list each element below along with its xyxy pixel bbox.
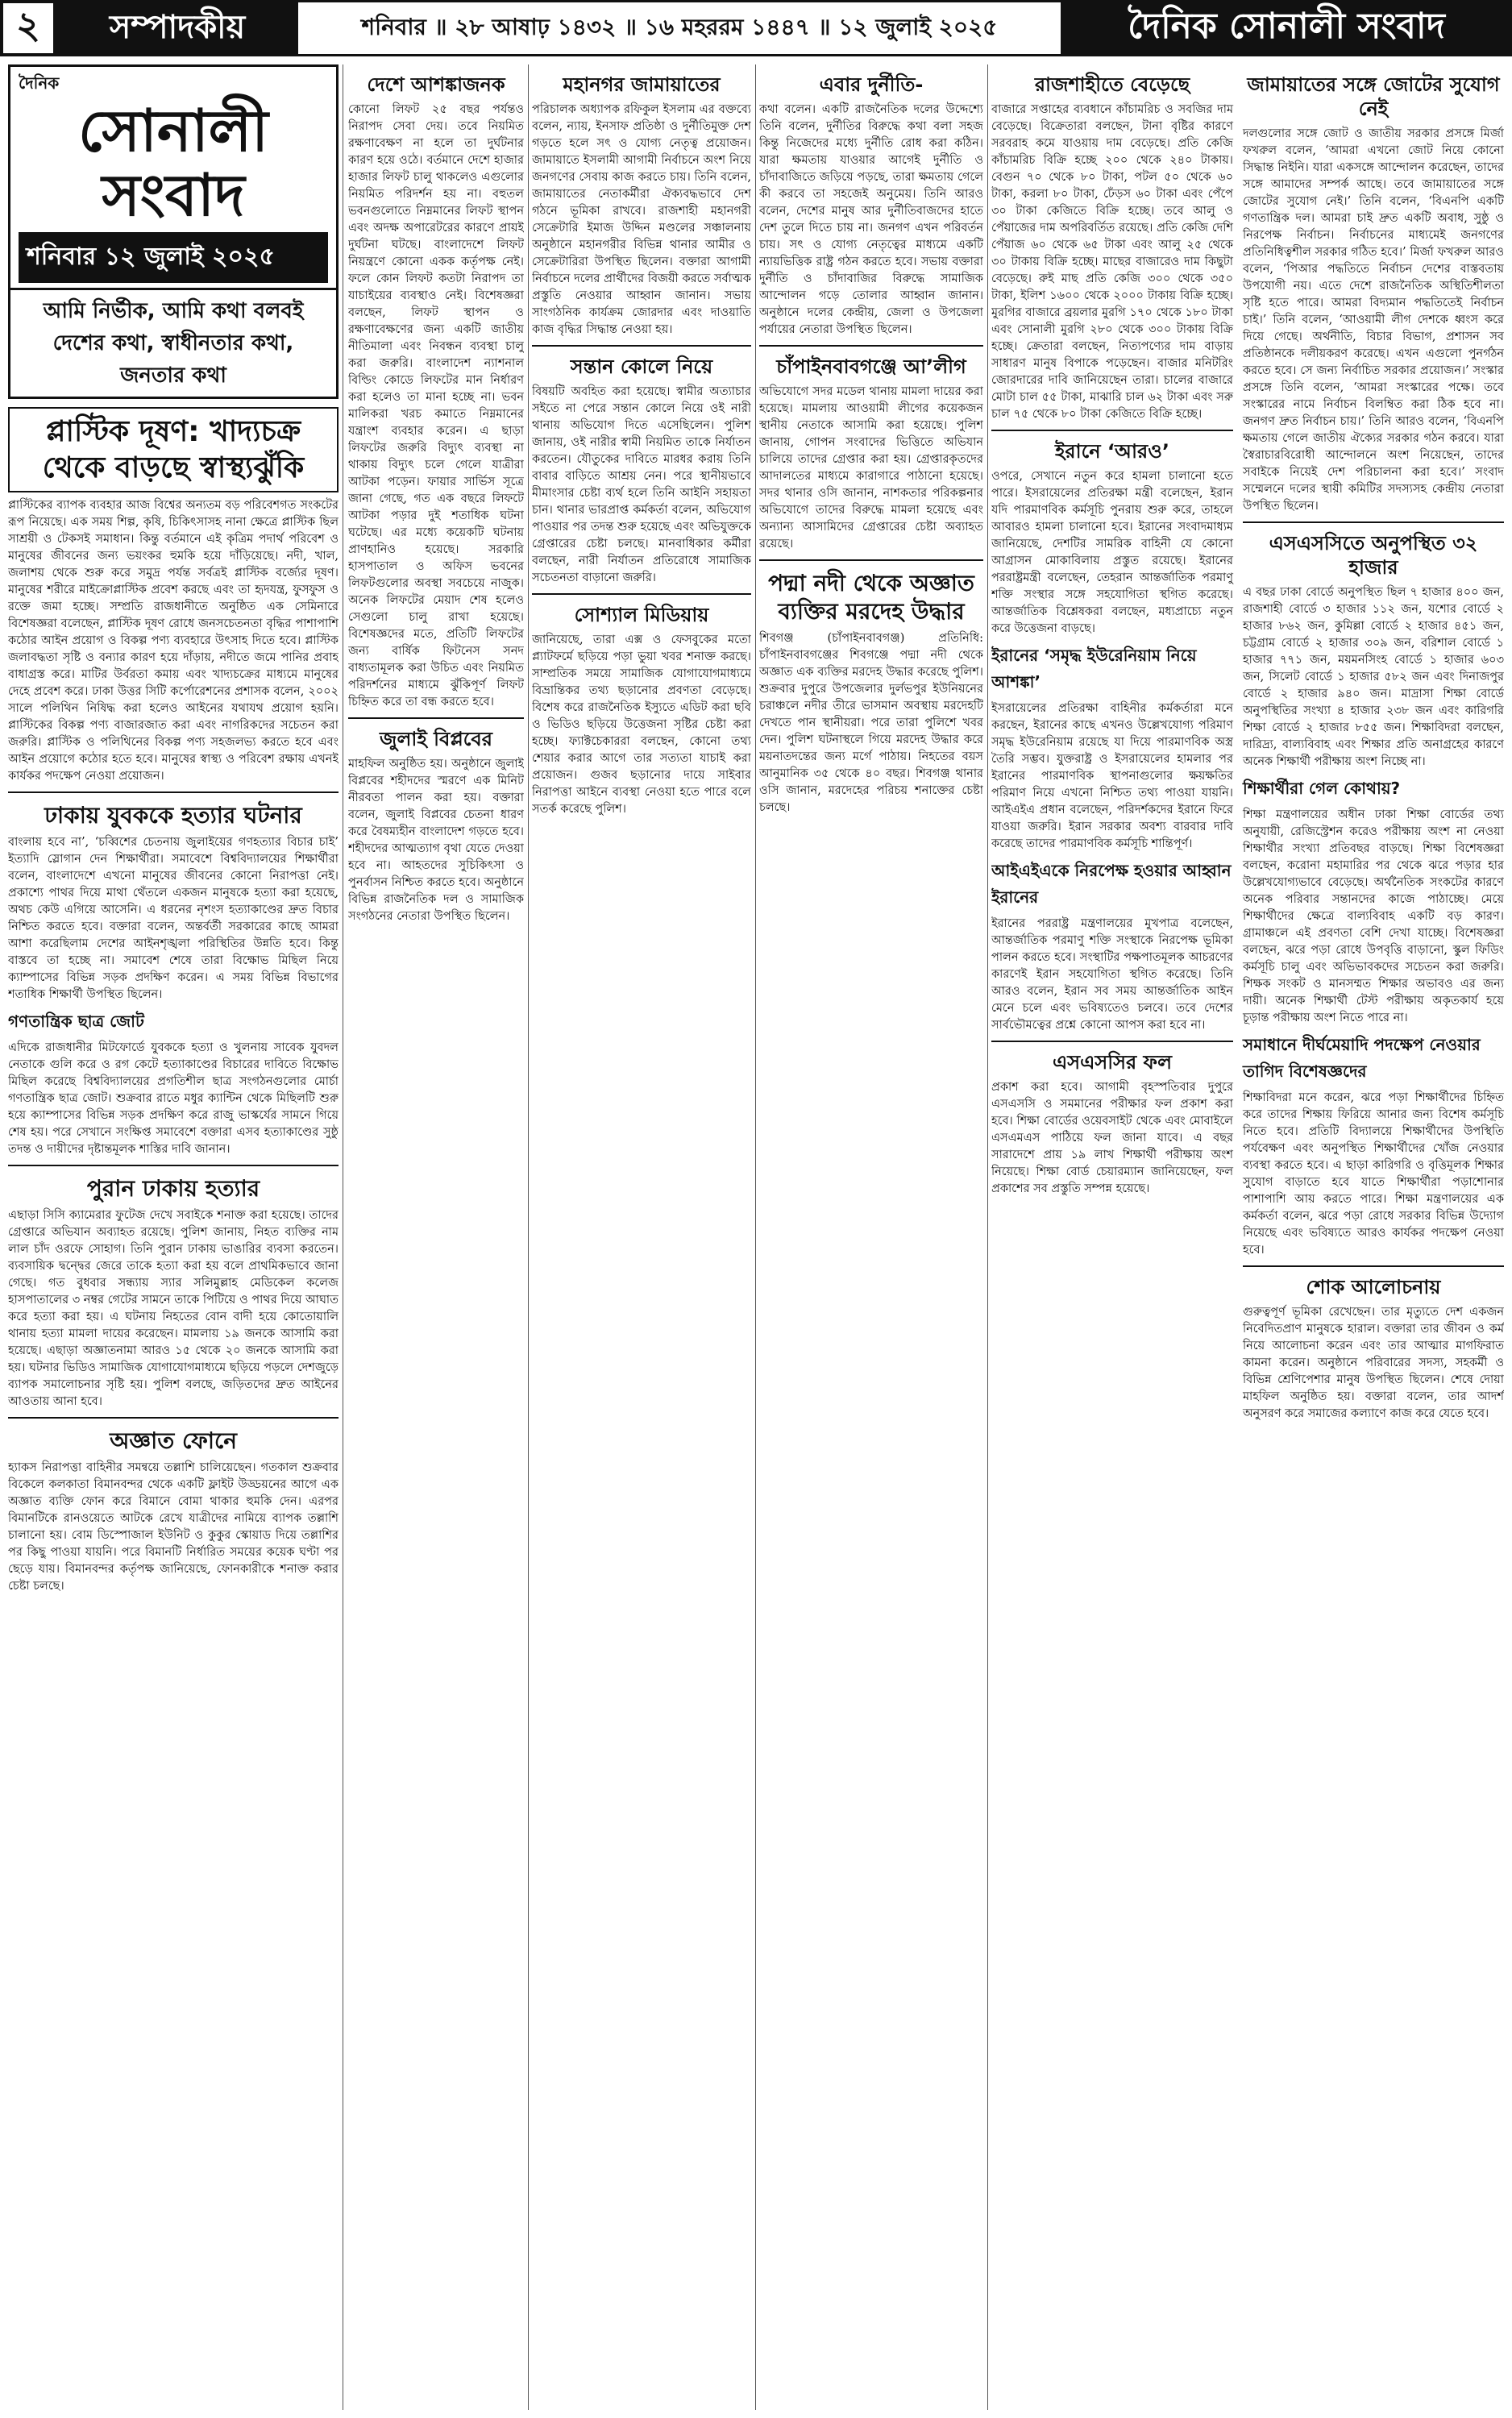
slogan-1: আমি নির্ভীক, আমি কথা বলবই: [43, 299, 304, 323]
headline-lift: দেশে আশঙ্কাজনক: [367, 73, 505, 96]
column-divider: [528, 64, 529, 2410]
headline-jamaat-metro: মহানগর জামায়াতের: [563, 73, 721, 96]
subheadline-long-term: সমাধানে দীর্ঘমেয়াদি পদক্ষেপ নেওয়ার তাগিদ বিশেষজ্ঞদের: [1243, 1035, 1481, 1081]
column-5-right: [1243, 64, 1504, 1429]
editorial-logo: [8, 64, 339, 290]
divider: [991, 1041, 1233, 1042]
article-padma-body: শিবগঞ্জ (চাঁপাইনবাবগঞ্জ) প্রতিনিধি: চাঁপাইনবাবগঞ্জের শিবগঞ্জে পদ্মা নদী থেকে অজ্ঞাত এক ব্যক্তির মরদেহ উদ্ধার করেছে পুলিশ। শুক্রবার দুপুরে উপজেলার দুর্লভপুর ইউনিয়নের চরাঞ্চলে নদীর তীরে ভাসমান অবস্থায় মরদেহটি দেখতে পান স্থানীয়রা। পরে তারা পুলিশে খবর দেন। পুলিশ ঘটনাস্থলে গিয়ে মরদেহ উদ্ধার করে ময়নাতদন্তের জন্য মর্গে পাঠায়। নিহতের বয়স আনুমানিক ৩৫ থেকে ৪০ বছর। শিবগঞ্জ থানার ওসি জানান, মরদেহের পরিচয় শনাক্তের চেষ্টা চলছে।: [759, 632, 983, 814]
divider: [1243, 1265, 1504, 1267]
headline-dhaka-murder: ঢাকায় যুবককে হত্যার ঘটনার: [44, 802, 302, 829]
article-unknown-phone-body: হ্যাকস নিরাপত্তা বাহিনীর সমন্বয়ে তল্লাশি চালিয়েছেন। গতকাল শুক্রবার বিকেলে কলকাতা বিমানবন্দর থেকে একটি ফ্লাইট উড্ডয়নের আগে এক অজ্ঞাত ব্যক্তি ফোন করে বিমানে বোমা থাকার হুমকি দেন। এরপর বিমানটিকে রানওয়েতে আটকে রেখে যাত্রীদের নামিয়ে ব্যাপক তল্লাশি চালানো হয়। বোম ডিস্পোজাল ইউনিট ও কুকুর স্কোয়াড দিয়ে তল্লাশির পর কিছু পাওয়া যায়নি। পরে বিমানটি নির্ধারিত সময়ের কয়েক ঘণ্টা পর ছেড়ে যায়। বিমানবন্দর কর্তৃপক্ষ জানিয়েছে, ফোনকারীকে শনাক্ত করার চেষ্টা চলছে।: [8, 1461, 339, 1593]
column-5: [991, 64, 1504, 2410]
subheadline-dropout: শিক্ষার্থীরা গেল কোথায়?: [1243, 779, 1401, 798]
article-ssc-32k-body: এ বছর ঢাকা বোর্ডে অনুপস্থিত ছিল ৭ হাজার ৪০০ জন, রাজশাহী বোর্ডে ৩ হাজার ১১২ জন, যশোর বোর্ডে ২ হাজার ৮৬২ জন, কুমিল্লা বোর্ডে ২ হাজার ৪৫১ জন, চট্টগ্রাম বোর্ডে ২ হাজার ৩০৯ জন, বরিশাল বোর্ডে ১ হাজার ৭৭১ জন, ময়মনসিংহ বোর্ডে ১ হাজার ৬০৩ জন, সিলেট বোর্ডে ১ হাজার ৫৮২ জন এবং দিনাজপুর বোর্ডে ২ হাজার ৯৪০ জন। মাদ্রাসা শিক্ষা বোর্ডে অনুপস্থিতির সংখ্যা ৪ হাজার ২৩৮ জন এবং কারিগরি শিক্ষা বোর্ডে ২ হাজার ৮৫৫ জন। শিক্ষাবিদরা বলছেন, দারিদ্র্য, বাল্যবিবাহ এবং শিক্ষার প্রতি অনাগ্রহের কারণে অনেক শিক্ষার্থী পরীক্ষায় অংশ নিচ্ছে না।: [1243, 586, 1504, 768]
divider: [348, 717, 524, 719]
article-child-lap-body: বিষয়টি অবহিত করা হয়েছে। স্বামীর অত্যাচার সইতে না পেরে সন্তান কোলে নিয়ে ওই নারী থানায় অভিযোগ দিতে এসেছিলেন। পুলিশ জানায়, ওই নারীর স্বামী নিয়মিত তাকে নির্যাতন করতেন। যৌতুকের দাবিতে মারধর করায় তিনি বাবার বাড়িতে আশ্রয় নেন। পরে স্থানীয়ভাবে মীমাংসার চেষ্টা ব্যর্থ হলে তিনি আইনি সহায়তা চান। থানার ভারপ্রাপ্ত কর্মকর্তা বলেন, অভিযোগ পাওয়ার পর তদন্ত শুরু হয়েছে এবং অভিযুক্তকে গ্রেপ্তারের চেষ্টা চলছে। মানবাধিকার কর্মীরা বলছেন, নারী নির্যাতন প্রতিরোধে সামাজিক সচেতনতা বাড়ানো জরুরি।: [532, 385, 751, 584]
headline-ssc-32k: এসএসসিতে অনুপস্থিত ৩২ হাজার: [1269, 532, 1478, 579]
divider: [1243, 521, 1504, 523]
article-iaea-body: ইরানের পররাষ্ট্র মন্ত্রণালয়ের মুখপাত্র বলেছেন, আন্তর্জাতিক পরমাণু শক্তি সংস্থাকে নিরপেক্ষ ভূমিকা পালন করতে হবে। সংস্থাটির পক্ষপাতমূলক আচরণের কারণেই ইরান সহযোগিতা স্থগিত করেছে। তিনি আরও বলেন, ইরান সব সময় আন্তর্জাতিক আইন মেনে চলে এবং ভবিষ্যতেও চলবে। তবে দেশের সার্বভৌমত্বের প্রশ্নে কোনো আপস করা হবে না।: [991, 917, 1233, 1032]
article-dhaka-murder-body: বাংলায় হবে না’, ‘চব্বিশের চেতনায় জুলাইয়ের গণহত্যার বিচার চাই’ ইত্যাদি স্লোগান দেন শিক্ষার্থীরা। সমাবেশে বিশ্ববিদ্যালয়ের শিক্ষার্থীরা বলেন, বাংলাদেশে এখনো মানুষের জীবনের কোনো নিরাপত্তা নেই। প্রকাশ্যে পাথর দিয়ে মাথা থেঁতলে একজন মানুষকে হত্যা করা হয়েছে, অথচ কেউ এগিয়ে আসেনি। এ ধরনের নৃশংস হত্যাকাণ্ডের দ্রুত বিচার নিশ্চিত করতে হবে। বক্তারা বলেন, অন্তর্বর্তী সরকারের কাছে আমরা আশা করেছিলাম দেশের আইনশৃঙ্খলা পরিস্থিতির উন্নতি হবে। কিন্তু বাস্তবে তা হচ্ছে না। সমাবেশ শেষে তারা বিক্ষোভ মিছিল নিয়ে ক্যাম্পাসের বিভিন্ন সড়ক প্রদক্ষিণ করেন। এ সময় বিভিন্ন বিভাগের শতাধিক শিক্ষার্থী উপস্থিত ছিলেন।: [8, 836, 339, 1001]
divider: [8, 1417, 339, 1419]
divider: [8, 791, 339, 793]
article-july-body: মাহফিল অনুষ্ঠিত হয়। অনুষ্ঠানে জুলাই বিপ্লবের শহীদদের স্মরণে এক মিনিট নীরবতা পালন করা হয়। বক্তারা বলেন, জুলাই বিপ্লবের চেতনা ধারণ করে বৈষম্যহীন বাংলাদেশ গড়তে হবে। শহীদদের আত্মত্যাগ বৃথা যেতে দেওয়া হবে না। আহতদের সুচিকিৎসা ও পুনর্বাসন নিশ্চিত করতে হবে। অনুষ্ঠানে বিভিন্ন রাজনৈতিক দল ও সামাজিক সংগঠনের নেতারা উপস্থিত ছিলেন।: [348, 758, 524, 923]
article-student-alliance-body: এদিকে রাজধানীর মিটফোর্ডে যুবককে হত্যা ও খুলনায় সাবেক যুবদল নেতাকে গুলি করে ও রগ কেটে হত্যাকাণ্ডের বিচারের দাবিতে বিক্ষোভ মিছিল করেছে বিশ্ববিদ্যালয়ের প্রগতিশীল ছাত্র সংগঠনগুলোর মোর্চা গণতান্ত্রিক ছাত্র জোট। শুক্রবার রাতে মধুর ক্যান্টিন থেকে মিছিলটি শুরু হয়ে ক্যাম্পাসের বিভিন্ন সড়ক প্রদক্ষিণ করে রাজু ভাস্কর্যের সামনে গিয়ে শেষ হয়। পরে সেখানে সংক্ষিপ্ত সমাবেশে বক্তারা এসব হত্যাকাণ্ডের সুষ্ঠু তদন্ত ও দায়ীদের দৃষ্টান্তমূলক শাস্তির দাবি জানান।: [8, 1041, 339, 1156]
article-old-dhaka-body: এছাড়া সিসি ক্যামেরার ফুটেজ দেখে সবাইকে শনাক্ত করা হয়েছে। তাদের গ্রেপ্তারে অভিযান অব্যাহত রয়েছে। পুলিশ জানায়, নিহত ব্যক্তির নাম লাল চাঁদ ওরফে সোহাগ। তিনি পুরান ঢাকায় ভাঙারির ব্যবসা করতেন। ব্যবসায়িক দ্বন্দ্বের জেরে তাকে হত্যা করা হয় বলে প্রাথমিকভাবে জানা গেছে। গত বুধবার সন্ধ্যায় স্যার সলিমুল্লাহ মেডিকেল কলেজ হাসপাতালের ৩ নম্বর গেটের সামনে তাকে পিটিয়ে ও পাথর দিয়ে আঘাত করে হত্যা করা হয়। এ ঘটনায় নিহতের বোন বাদী হয়ে কোতোয়ালি থানায় হত্যা মামলা দায়ের করেছেন। মামলায় ১৯ জনকে আসামি করা হয়েছে। এছাড়া অজ্ঞাতনামা আরও ১৫ থেকে ২০ জনকে আসামি করা হয়। ঘটনার ভিডিও সামাজিক যোগাযোগমাধ্যমে ছড়িয়ে পড়লে দেশজুড়ে ব্যাপক সমালোচনার সৃষ্টি হয়। পুলিশ বলছে, জড়িতদের দ্রুত আইনের আওতায় আনা হবে।: [8, 1209, 339, 1408]
headline-corruption: এবার দুর্নীতি-: [819, 73, 924, 96]
article-ssc-body: প্রকাশ করা হবে। আগামী বৃহস্পতিবার দুপুরে এসএসসি ও সমমানের পরীক্ষার ফল প্রকাশ করা হবে। শিক্ষা বোর্ডের ওয়েবসাইট থেকে এবং মোবাইলে এসএমএস পাঠিয়ে ফল জানা যাবে। এ বছর সারাদেশে প্রায় ১৯ লাখ শিক্ষার্থী পরীক্ষায় অংশ নিয়েছে। শিক্ষা বোর্ড চেয়ারম্যান জানিয়েছেন, ফল প্রকাশের সব প্রস্তুতি সম্পন্ন হয়েছে।: [991, 1081, 1233, 1195]
logo-small-text: দৈনিক: [19, 73, 60, 93]
headline-mourning: শোক আলোচনায়: [1306, 1276, 1441, 1298]
article-rajshahi-body: বাজারে সপ্তাহের ব্যবধানে কাঁচামরিচ ও সবজির দাম বেড়েছে। বিক্রেতারা বলছেন, টানা বৃষ্টির কারণে সরবরাহ কমে যাওয়ায় দাম বেড়েছে। প্রতি কেজি কাঁচামরিচ বিক্রি হচ্ছে ২০০ থেকে ২৪০ টাকায়। বেগুন ৭০ থেকে ৮০ টাকা, পটল ৫০ থেকে ৬০ টাকা, করলা ৮০ টাকা, ঢেঁড়স ৬০ টাকা এবং পেঁপে ৩০ টাকা কেজিতে বিক্রি হচ্ছে। তবে আলু ও পেঁয়াজের দাম অপরিবর্তিত রয়েছে। প্রতি কেজি দেশি পেঁয়াজ ৬০ থেকে ৬৫ টাকা এবং আলু ২৫ থেকে ৩০ টাকায় বিক্রি হচ্ছে। মাছের বাজারেও দাম কিছুটা বেড়েছে। রুই মাছ প্রতি কেজি ৩০০ থেকে ৩৫০ টাকা, ইলিশ ১৬০০ থেকে ২০০০ টাকায় বিক্রি হচ্ছে। মুরগির বাজারে ব্রয়লার মুরগি ১৭০ থেকে ১৮০ টাকা এবং সোনালী মুরগি ২৮০ থেকে ৩০০ টাকায় বিক্রি হচ্ছে। ক্রেতারা বলছেন, নিত্যপণ্যের দাম বাড়ায় সাধারণ মানুষ বিপাকে পড়েছেন। বাজার মনিটরিং জোরদারের দাবি জানিয়েছেন তারা। চালের বাজারে মোটা চাল ৫৫ টাকা, মাঝারি চাল ৬২ টাকা এবং সরু চাল ৭৫ থেকে ৮০ টাকা কেজিতে বিক্রি হচ্ছে।: [991, 103, 1233, 421]
article-social-media-body: জানিয়েছে, তারা এক্স ও ফেসবুকের মতো প্ল্যাটফর্মে ছড়িয়ে পড়া ভুয়া খবর শনাক্ত করছে। সাম্প্রতিক সময়ে সামাজিক যোগাযোগমাধ্যমে বিভ্রান্তিকর তথ্য ছড়ানোর প্রবণতা বেড়েছে। বিশেষ করে রাজনৈতিক ইস্যুতে এডিট করা ছবি ও ভিডিও ছড়িয়ে উত্তেজনা সৃষ্টির চেষ্টা করা হচ্ছে। ফ্যাক্টচেকাররা বলছেন, কোনো তথ্য শেয়ার করার আগে তার সত্যতা যাচাই করা প্রয়োজন। গুজব ছড়ানোর দায়ে সাইবার নিরাপত্তা আইনে ব্যবস্থা নেওয়া হতে পারে বলে সতর্ক করেছে পুলিশ।: [532, 634, 751, 816]
headline-social-media: সোশ্যাল মিডিয়ায়: [574, 604, 709, 626]
section-name: সম্পাদকীয়: [56, 0, 298, 56]
subheadline-iran-uranium: ইরানের ‘সমৃদ্ধ ইউরেনিয়াম নিয়ে আশঙ্কা’: [991, 646, 1197, 692]
headline-plastic: প্লাস্টিক দূষণ: খাদ্যচক্র থেকে বাড়ছে স্বাস্থ্যঝুঁকি: [8, 407, 339, 492]
article-long-term-body: শিক্ষাবিদরা মনে করেন, ঝরে পড়া শিক্ষার্থীদের চিহ্নিত করে তাদের শিক্ষায় ফিরিয়ে আনার জন্য বিশেষ কর্মসূচি নিতে হবে। প্রতিটি বিদ্যালয়ে শিক্ষার্থীদের উপস্থিতি পর্যবেক্ষণ এবং অনুপস্থিত শিক্ষার্থীদের খোঁজ নেওয়ার ব্যবস্থা করতে হবে। এ ছাড়া কারিগরি ও বৃত্তিমূলক শিক্ষার সুযোগ বাড়াতে হবে যাতে শিক্ষার্থীরা পড়াশোনার পাশাপাশি আয় করতে পারে। শিক্ষা মন্ত্রণালয়ের এক কর্মকর্তা বলেন, ঝরে পড়া রোধে সরকার বিভিন্ন উদ্যোগ নিয়েছে এবং ভবিষ্যতে আরও কার্যকর পদক্ষেপ নেওয়া হবে।: [1243, 1091, 1504, 1257]
headline-jamaat-alliance: জামায়াতের সঙ্গে জোটের সুযোগ নেই: [1247, 73, 1500, 120]
column-1: [8, 64, 339, 2410]
column-4: [759, 64, 983, 2410]
headline-padma: পদ্মা নদী থেকে অজ্ঞাত ব্যক্তির মরদেহ উদ্ধার: [768, 570, 974, 625]
headline-iran: ইরানে ‘আরও’: [1054, 440, 1170, 463]
divider: [759, 559, 983, 561]
article-iran-uranium-body: ইসরায়েলের প্রতিরক্ষা বাহিনীর কর্মকর্তারা মনে করছেন, ইরানের কাছে এখনও উল্লেখযোগ্য পরিমাণ সমৃদ্ধ ইউরেনিয়াম রয়েছে যা দিয়ে পারমাণবিক অস্ত্র তৈরি সম্ভব। যুক্তরাষ্ট্র ও ইসরায়েলের হামলার পর ইরানের পারমাণবিক স্থাপনাগুলোর ক্ষয়ক্ষতির পরিমাণ নিয়ে এখনো নিশ্চিত তথ্য পাওয়া যায়নি। আইএইএ প্রধান বলেছেন, পরিদর্শকদের ইরানে ফিরে যাওয়া জরুরি। ইরান সরকার অবশ্য বারবার দাবি করেছে তাদের পারমাণবিক কর্মসূচি শান্তিপূর্ণ।: [991, 702, 1233, 850]
headline-old-dhaka: পুরান ঢাকায় হত্যার: [86, 1175, 260, 1202]
slogan-2: দেশের কথা, স্বাধীনতার কথা, জনতার কথা: [52, 331, 294, 388]
logo-date: শনিবার ১২ জুলাই ২০২৫: [19, 232, 328, 283]
page-number: ২: [0, 0, 56, 56]
column-2: [348, 64, 524, 2410]
headline-unknown-phone: অজ্ঞাত ফোনে: [110, 1427, 237, 1454]
dateline: শনিবার ॥ ২৮ আষাঢ় ১৪৩২ ॥ ১৬ মহররম ১৪৪৭ ॥ ১২ জুলাই ২০২৫: [298, 0, 1061, 56]
divider: [759, 345, 983, 347]
headline-chapai: চাঁপাইনবাবগঞ্জে আ’লীগ: [776, 355, 966, 378]
divider: [991, 430, 1233, 431]
article-lift-body: কোনো লিফট ২৫ বছর পর্যন্তও নিরাপদ সেবা দেয়। তবে নিয়মিত রক্ষণাবেক্ষণ না হলে তা দুর্ঘটনার কারণ হয়ে ওঠে। বর্তমানে দেশে হাজার হাজার লিফট চালু থাকলেও এগুলোর নিয়মিত পরিদর্শন হয় না। বহুতল ভবনগুলোতে নিম্নমানের লিফট স্থাপন এবং অদক্ষ অপারেটরের কারণে প্রায়ই দুর্ঘটনা ঘটছে। বাংলাদেশে লিফট নিয়ন্ত্রণে কোনো একক কর্তৃপক্ষ নেই। ফলে কোন লিফট কতটা নিরাপদ তা যাচাইয়ের ব্যবস্থাও নেই। বিশেষজ্ঞরা বলছেন, লিফট স্থাপন ও রক্ষণাবেক্ষণের জন্য একটি জাতীয় নীতিমালা এবং নিবন্ধন ব্যবস্থা চালু করা জরুরি। বাংলাদেশ ন্যাশনাল বিল্ডিং কোডে লিফটের মান নির্ধারণ করা হলেও তা মানা হচ্ছে না। ভবন মালিকরা খরচ কমাতে নিম্নমানের যন্ত্রাংশ ব্যবহার করেন। এ ছাড়া লিফটের জরুরি বিদ্যুৎ ব্যবস্থা না থাকায় বিদ্যুৎ চলে গেলে যাত্রীরা আটকা পড়েন। ফায়ার সার্ভিস সূত্রে জানা গেছে, গত এক বছরে লিফটে আটকা পড়ার দুই শতাধিক ঘটনা ঘটেছে। এর মধ্যে কয়েকটি ঘটনায় প্রাণহানিও হয়েছে। সরকারি হাসপাতাল ও অফিস ভবনের লিফটগুলোর অবস্থা সবচেয়ে নাজুক। অনেক লিফটের মেয়াদ শেষ হলেও সেগুলো চালু রাখা হয়েছে। বিশেষজ্ঞদের মতে, প্রতিটি লিফটের জন্য বার্ষিক ফিটনেস সনদ বাধ্যতামূলক করা উচিত এবং নিয়মিত পরিদর্শনের মাধ্যমে ঝুঁকিপূর্ণ লিফট চিহ্নিত করে তা বন্ধ করতে হবে।: [348, 103, 524, 708]
headline-child-lap: সন্তান কোলে নিয়ে: [570, 355, 713, 378]
headline-ssc: এসএসসির ফল: [1053, 1051, 1172, 1074]
logo-title: সোনালী সংবাদ: [78, 97, 268, 229]
divider: [532, 345, 751, 347]
article-dropout-body: শিক্ষা মন্ত্রণালয়ের অধীন ঢাকা শিক্ষা বোর্ডের তথ্য অনুযায়ী, রেজিস্ট্রেশন করেও পরীক্ষায় অংশ না নেওয়া শিক্ষার্থীর সংখ্যা প্রতিবছর বাড়ছে। শিক্ষা বিশেষজ্ঞরা বলছেন, করোনা মহামারির পর থেকে ঝরে পড়ার হার উল্লেখযোগ্যভাবে বেড়েছে। অর্থনৈতিক সংকটের কারণে অনেক পরিবার সন্তানদের কাজে পাঠাচ্ছে। মেয়ে শিক্ষার্থীদের ক্ষেত্রে বাল্যবিবাহ একটি বড় কারণ। গ্রামাঞ্চলে এই প্রবণতা বেশি দেখা যাচ্ছে। বিশেষজ্ঞরা বলছেন, ঝরে পড়া রোধে উপবৃত্তি বাড়ানো, স্কুল ফিডিং কর্মসূচি চালু এবং অভিভাবকদের সচেতন করা জরুরি। শিক্ষক সংকট ও মানসম্মত শিক্ষার অভাবও এর জন্য দায়ী। অনেক শিক্ষার্থী টেস্ট পরীক্ষায় অকৃতকার্য হয়ে চূড়ান্ত পরীক্ষায় অংশ নিতে পারে না।: [1243, 808, 1504, 1024]
article-jamaat-alliance-body: দলগুলোর সঙ্গে জোট ও জাতীয় সরকার প্রসঙ্গে মির্জা ফখরুল বলেন, ‘আমরা এখনো জোট নিয়ে কোনো সিদ্ধান্ত নিইনি। যারা একসঙ্গে আন্দোলন করেছেন, তাদের সঙ্গে আমাদের সম্পর্ক আছে। তবে জামায়াতের সঙ্গে জোটের সুযোগ নেই।’ তিনি বলেন, ‘বিএনপি একটি গণতান্ত্রিক দল। আমরা চাই দ্রুত একটি অবাধ, সুষ্ঠু ও নিরপেক্ষ নির্বাচন। নির্বাচনের মাধ্যমেই জনগণের প্রতিনিধিত্বশীল সরকার গঠিত হবে।’ মির্জা ফখরুল আরও বলেন, ‘পিআর পদ্ধতিতে নির্বাচন দেশের বাস্তবতায় উপযোগী নয়। এতে দেশে রাজনৈতিক অস্থিতিশীলতা সৃষ্টি হতে পারে। আমরা বিদ্যমান পদ্ধতিতেই নির্বাচন চাই।’ তিনি বলেন, ‘আওয়ামী লীগ দেশকে ধ্বংস করে দিয়ে গেছে। অর্থনীতি, বিচার বিভাগ, প্রশাসন সব প্রতিষ্ঠানকে দলীয়করণ করেছে। এখন এগুলো পুনর্গঠন করতে হবে। সে জন্য নির্বাচিত সরকার প্রয়োজন।’ সংস্কার প্রসঙ্গে তিনি বলেন, ‘আমরা সংস্কারের পক্ষে। তবে সংস্কারের নামে নির্বাচন বিলম্বিত করা ঠিক হবে না। জনগণ দ্রুত নির্বাচন চায়।’ তিনি আরও বলেন, ‘বিএনপি ক্ষমতায় গেলে জাতীয় ঐক্যের সরকার গঠন করবে। যারা স্বৈরাচারবিরোধী আন্দোলনে অংশ নিয়েছেন, তাদের সবাইকে নিয়েই দেশ পরিচালনা করা হবে।’ সংবাদ সম্মেলনে দলের স্থায়ী কমিটির সদস্যসহ কেন্দ্রীয় নেতারা উপস্থিত ছিলেন।: [1243, 127, 1504, 513]
column-divider: [987, 64, 988, 2410]
headline-rajshahi: রাজশাহীতে বেড়েছে: [1034, 73, 1190, 96]
column-5-left: [991, 64, 1233, 1429]
subheadline-student-alliance: গণতান্ত্রিক ছাত্র জোট: [8, 1012, 144, 1031]
column-5-top: [991, 64, 1504, 1429]
article-chapai-body: অভিযোগে সদর মডেল থানায় মামলা দায়ের করা হয়েছে। মামলায় আওয়ামী লীগের কয়েকজন স্থানীয় নেতাকে আসামি করা হয়েছে। পুলিশ জানায়, গোপন সংবাদের ভিত্তিতে অভিযান চালিয়ে তাদের গ্রেপ্তার করা হয়। গ্রেপ্তারকৃতদের আদালতের মাধ্যমে কারাগারে পাঠানো হয়েছে। সদর থানার ওসি জানান, নাশকতার পরিকল্পনার অভিযোগে তাদের বিরুদ্ধে মামলা হয়েছে এবং অন্যান্য আসামিদের গ্রেপ্তারের চেষ্টা অব্যাহত রয়েছে।: [759, 385, 983, 550]
slogan-box: [8, 290, 339, 399]
article-jamaat-metro-body: পরিচালক অধ্যাপক রফিকুল ইসলাম এর বক্তব্যে বলেন, ন্যায়, ইনসাফ প্রতিষ্ঠা ও দুর্নীতিমুক্ত দেশ গড়তে হলে সৎ ও যোগ্য নেতৃত্ব প্রয়োজন। জামায়াতে ইসলামী আগামী নির্বাচনে অংশ নিয়ে জনগণের সেবায় কাজ করতে চায়। তিনি বলেন, জামায়াতের নেতাকর্মীরা ঐক্যবদ্ধভাবে দেশ গঠনে ভূমিকা রাখবে। রাজশাহী মহানগরী সেক্রেটারি ইমাজ উদ্দিন মণ্ডলের সঞ্চালনায় অনুষ্ঠানে মহানগরীর বিভিন্ন থানার আমীর ও সেক্রেটারিরা উপস্থিত ছিলেন। বক্তারা আগামী নির্বাচনে দলের প্রার্থীদের বিজয়ী করতে সর্বাত্মক প্রস্তুতি নেওয়ার আহ্বান জানান। সভায় সাংগঠনিক কার্যক্রম জোরদার এবং দাওয়াতি কাজ বৃদ্ধির সিদ্ধান্ত নেওয়া হয়।: [532, 103, 751, 336]
divider: [532, 593, 751, 595]
subheadline-iaea: আইএইএকে নিরপেক্ষ হওয়ার আহ্বান ইরানের: [991, 861, 1232, 907]
column-3: [532, 64, 751, 2410]
divider: [8, 1165, 339, 1166]
article-corruption-body: কথা বলেন। একটি রাজনৈতিক দলের উদ্দেশ্যে তিনি বলেন, দুর্নীতির বিরুদ্ধে কথা বলা সহজ কিন্তু নিজেদের মধ্যে দুর্নীতি রোধ করা কঠিন। যারা ক্ষমতায় যাওয়ার আগেই দুর্নীতি ও চাঁদাবাজিতে জড়িয়ে পড়ছে, তারা ক্ষমতায় গেলে কী করবে তা সহজেই অনুমেয়। তিনি আরও বলেন, দেশের মানুষ আর দুর্নীতিবাজদের হাতে দেশ তুলে দিতে চায় না। জনগণ এখন পরিবর্তন চায়। সৎ ও যোগ্য নেতৃত্বের মাধ্যমে একটি ন্যায়ভিত্তিক রাষ্ট্র গঠন করতে হবে। সভায় বক্তারা দুর্নীতি ও চাঁদাবাজির বিরুদ্ধে সামাজিক আন্দোলন গড়ে তোলার আহ্বান জানান। অনুষ্ঠানে দলের কেন্দ্রীয়, জেলা ও উপজেলা পর্যায়ের নেতারা উপস্থিত ছিলেন।: [759, 103, 983, 336]
column-divider: [755, 64, 756, 2410]
article-plastic-body: প্লাস্টিকের ব্যাপক ব্যবহার আজ বিশ্বের অন্যতম বড় পরিবেশগত সংকটের রূপ নিয়েছে। এক সময় শিল্প, কৃষি, চিকিৎসাসহ নানা ক্ষেত্রে প্লাস্টিক ছিল সাশ্রয়ী ও টেকসই সমাধান। কিন্তু বর্তমানে এই কৃত্রিম পদার্থ পরিবেশ ও মানুষের জীবনের জন্য ভয়ংকর হুমকি হয়ে দাঁড়িয়েছে। নদী, খাল, জলাশয় থেকে শুরু করে সমুদ্র পর্যন্ত সর্বত্রই প্লাস্টিক বর্জ্যের দূষণ। মানুষের শরীরে মাইক্রোপ্লাস্টিক প্রবেশ করছে এবং তা হৃদযন্ত্র, ফুসফুস ও রক্তে জমা হচ্ছে। সম্প্রতি রাজধানীতে অনুষ্ঠিত এক সেমিনারে বিশেষজ্ঞরা বলেছেন, প্লাস্টিক দূষণ রোধে জনসচেতনতা বৃদ্ধির পাশাপাশি কঠোর আইন প্রয়োগ ও বিকল্প পণ্য ব্যবহারে উৎসাহ দিতে হবে। প্লাস্টিক জলাবদ্ধতা সৃষ্টি ও বন্যার কারণ হয়ে দাঁড়ায়, নদীতে জমে পানির প্রবাহ বাধাগ্রস্ত করে। মাটির উর্বরতা কমায় এবং খাদ্যচক্রের মাধ্যমে মানুষের দেহে প্রবেশ করে। ঢাকা উত্তর সিটি কর্পোরেশনের প্রশাসক বলেন, ২০০২ সালে পলিথিন নিষিদ্ধ করা হলেও আইনের যথাযথ প্রয়োগ হয়নি। প্লাস্টিকের বিকল্প পণ্য বাজারজাত করা এবং নাগরিকদের সচেতন করা জরুরি। প্লাস্টিক ও পলিথিনের বিকল্প পণ্য সহজলভ্য করতে হবে এবং আইন প্রয়োগে কঠোর হতে হবে। মানুষের স্বাস্থ্য ও পরিবেশ রক্ষায় এখনই কার্যকর পদক্ষেপ নেওয়া প্রয়োজন।: [8, 499, 339, 783]
article-mourning-body: গুরুত্বপূর্ণ ভূমিকা রেখেছেন। তার মৃত্যুতে দেশ একজন নিবেদিতপ্রাণ মানুষকে হারাল। বক্তারা তার জীবন ও কর্ম নিয়ে আলোচনা করেন এবং তার আত্মার মাগফিরাত কামনা করেন। অনুষ্ঠানে পরিবারের সদস্য, সহকর্মী ও বিভিন্ন শ্রেণিপেশার মানুষ উপস্থিত ছিলেন। শেষে দোয়া মাহফিল অনুষ্ঠিত হয়। বক্তারা বলেন, তার আদর্শ অনুসরণ করে সমাজের কল্যাণে কাজ করে যেতে হবে।: [1243, 1306, 1504, 1420]
article-iran-body: ওপরে, সেখানে নতুন করে হামলা চালানো হতে পারে। ইসরায়েলের প্রতিরক্ষা মন্ত্রী বলেছেন, ইরান যদি পারমাণবিক কর্মসূচি পুনরায় শুরু করে, তাহলে আবারও হামলা চালানো হবে। ইরানের সংবাদমাধ্যম জানিয়েছে, দেশটির সামরিক বাহিনী যে কোনো আগ্রাসন মোকাবিলায় প্রস্তুত রয়েছে। ইরানের পররাষ্ট্রমন্ত্রী বলেছেন, তেহরান আন্তর্জাতিক পরমাণু শক্তি সংস্থার সঙ্গে সহযোগিতা স্থগিত করেছে। আন্তর্জাতিক বিশ্লেষকরা বলছেন, মধ্যপ্রাচ্যে নতুন করে উত্তেজনা বাড়ছে।: [991, 470, 1233, 635]
paper-name: দৈনিক সোনালী সংবাদ: [1061, 0, 1512, 56]
masthead: [0, 0, 1512, 56]
headline-july: জুলাই বিপ্লবের: [380, 728, 492, 750]
